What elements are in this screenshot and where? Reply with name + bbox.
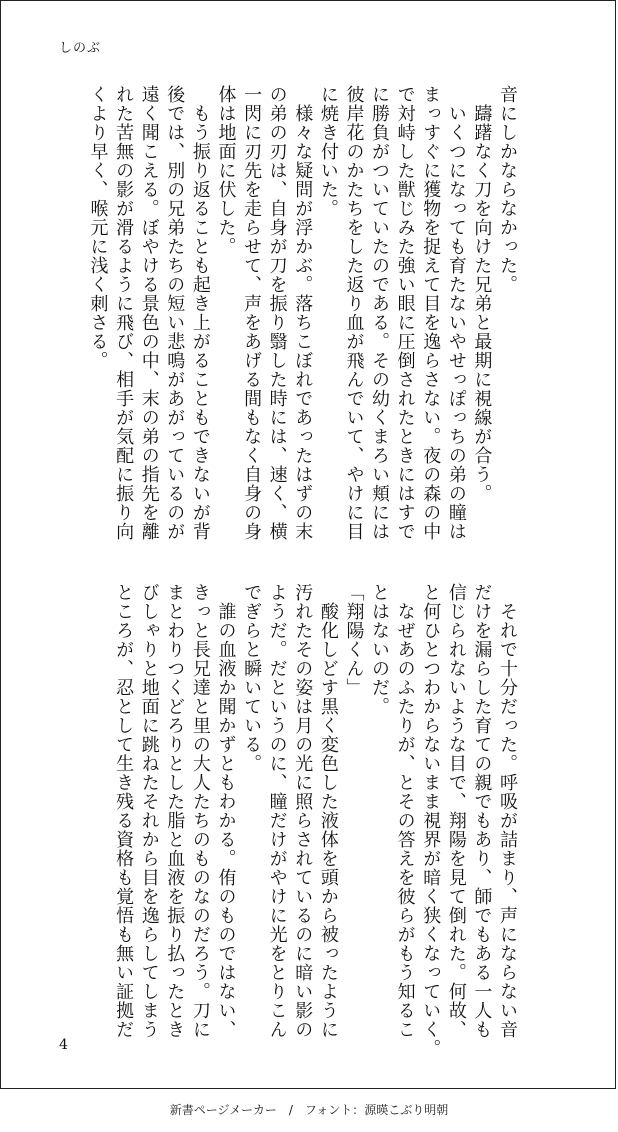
running-header: しのぶ (59, 41, 102, 56)
text-column: 一閃に刃先を走らせて、声をあげる間もなく自身の身 (241, 85, 263, 541)
page-number: 4 (59, 1037, 68, 1053)
text-column: と何ひとつわからないまま視界が暗く狭くなっていく。 (420, 583, 442, 1058)
text-column: 体は地面に伏した。 (215, 85, 237, 256)
footer-maker-label: 新書ページメーカー (169, 1103, 277, 1117)
text-column: 遠く聞こえる。ぼやける景色の中、末の弟の指先を離 (138, 85, 160, 541)
text-column: なぜあのふたりが、とその答えを彼らがもう知るこ (394, 583, 416, 1039)
text-column: びしゃりと地面に跳ねたそれから目を逸らしてしまう (138, 583, 160, 1039)
text-column: ところが、忍として生き残る資格も覚悟も無い証拠だ (113, 583, 135, 1039)
text-column: 音にしかならなかった。 (497, 85, 518, 294)
text-column: だけを漏らした育ての親でもあり、師でもある一人も (471, 583, 493, 1039)
footer-credit (0, 1101, 618, 1118)
text-column: の弟の刃は、自身が刀を振り翳した時には、速く、横 (266, 85, 288, 541)
text-column: それで十分だった。呼吸が詰まり、声にならない音 (497, 583, 518, 1039)
text-column: まとわりつくどろりとした脂と血液を振り払ったとき (164, 583, 186, 1039)
text-column: 様々な疑問が浮かぶ。落ちこぼれであったはずの末 (292, 85, 314, 541)
text-column: 誰の血液か聞かずともわかる。侑のものではない、 (215, 583, 237, 1039)
text-column: 後では、別の兄弟たちの短い悲鳴があがっているのが (164, 85, 186, 541)
text-column: 「翔陽くん」 (343, 583, 365, 697)
footer-font-label: フォント：源暎こぶり明朝 (304, 1103, 449, 1117)
text-column: きっと長兄達と里の大人たちのものなのだろう。刀に (189, 583, 211, 1039)
text-column: 信じられないような目で、翔陽を見て倒れた。何故、 (445, 583, 467, 1039)
text-column: ようだ。だというのに、瞳だけがやけに光をとりこん (266, 583, 288, 1039)
text-column: 酸化しどす黒く変色した液体を頭から被ったように (317, 583, 339, 1039)
text-column: でぎらと瞬いている。 (241, 583, 263, 773)
text-column: まっすぐに獲物を捉えて目を逸らさない。夜の森の中 (420, 85, 442, 541)
text-column: 彼岸花のかたちをした返り血が飛んでいて、やけに目 (343, 85, 365, 541)
text-column: 汚れたその姿は月の光に照らされているのに暗い影の (292, 583, 314, 1039)
text-block-top (87, 85, 520, 541)
text-column: もう振り返ることも起き上がることもできないが背 (189, 85, 211, 541)
text-column: で対峙した獣じみた強い眼に圧倒されたときにはすで (394, 85, 416, 541)
text-column: くより早く、喉元に浅く刺さる。 (87, 85, 109, 370)
text-column: に勝負がついていたのである。その幼くまろい頬には (369, 85, 391, 541)
footer-separator: / (288, 1103, 293, 1117)
text-column: いくつになっても育たないやせっぽっちの弟の瞳は (445, 85, 467, 541)
text-column: れた苦無の影が滑るように飛び、相手が気配に振り向 (113, 85, 135, 541)
text-column: に焼き付いた。 (317, 85, 339, 218)
text-block-bottom (104, 583, 520, 1058)
text-column: 躊躇なく刀を向けた兄弟と最期に視線が合う。 (471, 85, 493, 503)
text-column: とはないのだ。 (369, 583, 391, 716)
